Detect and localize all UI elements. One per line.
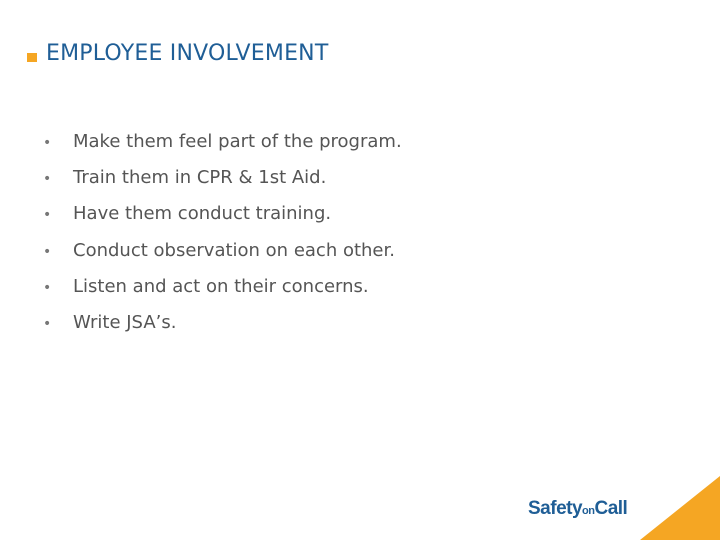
bullet-icon: • bbox=[43, 243, 52, 260]
bullet-icon: • bbox=[43, 315, 52, 332]
list-item bbox=[40, 312, 402, 348]
bullet-text: Train them in CPR & 1st Aid. bbox=[73, 167, 327, 189]
list-item bbox=[40, 276, 402, 312]
bullet-icon: • bbox=[43, 279, 52, 296]
slide-title: EMPLOYEE INVOLVEMENT bbox=[46, 41, 329, 66]
bullet-icon: • bbox=[43, 171, 52, 188]
list-item bbox=[40, 203, 402, 239]
logo-word-call: Call bbox=[594, 498, 628, 519]
logo-word-on: on bbox=[582, 505, 595, 517]
bullet-text: Conduct observation on each other. bbox=[73, 239, 395, 261]
list-item bbox=[40, 167, 402, 203]
list-item bbox=[40, 131, 402, 167]
bullet-text: Listen and act on their concerns. bbox=[73, 275, 369, 297]
list-item bbox=[40, 240, 402, 276]
title-marker bbox=[27, 53, 37, 62]
logo-word-safety: Safety bbox=[528, 498, 583, 519]
bullet-icon: • bbox=[43, 207, 52, 224]
bullet-text: Make them feel part of the program. bbox=[73, 131, 402, 152]
bullet-icon: • bbox=[43, 135, 52, 151]
corner-triangle-decoration bbox=[640, 476, 720, 540]
bullet-text: Write JSA’s. bbox=[73, 311, 177, 333]
bullet-list bbox=[40, 131, 402, 348]
bullet-text: Have them conduct training. bbox=[73, 203, 332, 225]
safety-on-call-logo bbox=[528, 498, 627, 520]
